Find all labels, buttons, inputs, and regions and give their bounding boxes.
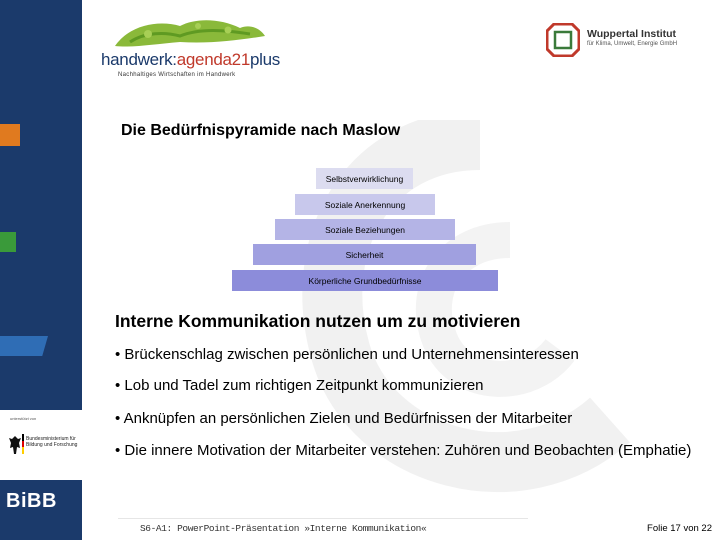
bullet-item: • Lob und Tadel zum richtigen Zeitpunkt kommunizieren (115, 377, 484, 394)
footer-divider (118, 518, 528, 519)
bullet-item: • Brückenschlag zwischen persönlichen und Unternehmensinteressen (115, 346, 579, 363)
wuppertal-institut-logo-icon (546, 23, 580, 57)
logo-tagline: Nachhaltiges Wirtschaften im Handwerk (118, 72, 236, 78)
slide-title: Die Bedürfnispyramide nach Maslow (121, 122, 401, 139)
pyramid-level-physiological: Körperliche Grundbedürfnisse (232, 270, 498, 291)
logo-word-agenda21: agenda21 (176, 50, 250, 69)
wuppertal-institut-subtitle: für Klima, Umwelt, Energie GmbH (587, 41, 678, 47)
logo-word-plus: plus (249, 50, 280, 69)
section-heading: Interne Kommunikation nutzen um zu motivieren (115, 311, 521, 331)
ministry-support-label: unterstützt von (10, 416, 37, 421)
blue-tab (0, 336, 48, 356)
footer-presentation-label: S6-A1: PowerPoint-Präsentation »Interne Kommunikation« (140, 523, 427, 534)
orange-tab (0, 124, 20, 146)
ministry-name: Bundesministerium für Bildung und Forschung (26, 436, 78, 448)
pyramid-level-belonging: Soziale Beziehungen (275, 219, 455, 240)
logo-word-handwerk: handwerk: (101, 50, 177, 69)
bibb-logo: BiBB (6, 490, 57, 512)
bullet-item: • Die innere Motivation der Mitarbeiter verstehen: Zuhören und Beobachten (Emphatie) (115, 442, 692, 459)
federal-eagle-icon (8, 434, 22, 456)
pyramid-level-self-actualization: Selbstverwirklichung (316, 168, 413, 189)
sidebar (0, 0, 82, 540)
wuppertal-institut-name: Wuppertal Institut (587, 28, 677, 40)
green-tab (0, 232, 16, 252)
footer-slide-number: Folie 17 von 22 (647, 523, 712, 534)
agenda21-logo-text (101, 50, 280, 70)
bullet-item: • Anknüpfen an persönlichen Zielen und Bedürfnissen der Mitarbeiter (115, 410, 573, 427)
pyramid-level-safety: Sicherheit (253, 244, 476, 265)
german-flag-icon (22, 434, 24, 454)
pyramid-level-esteem: Soziale Anerkennung (295, 194, 435, 215)
